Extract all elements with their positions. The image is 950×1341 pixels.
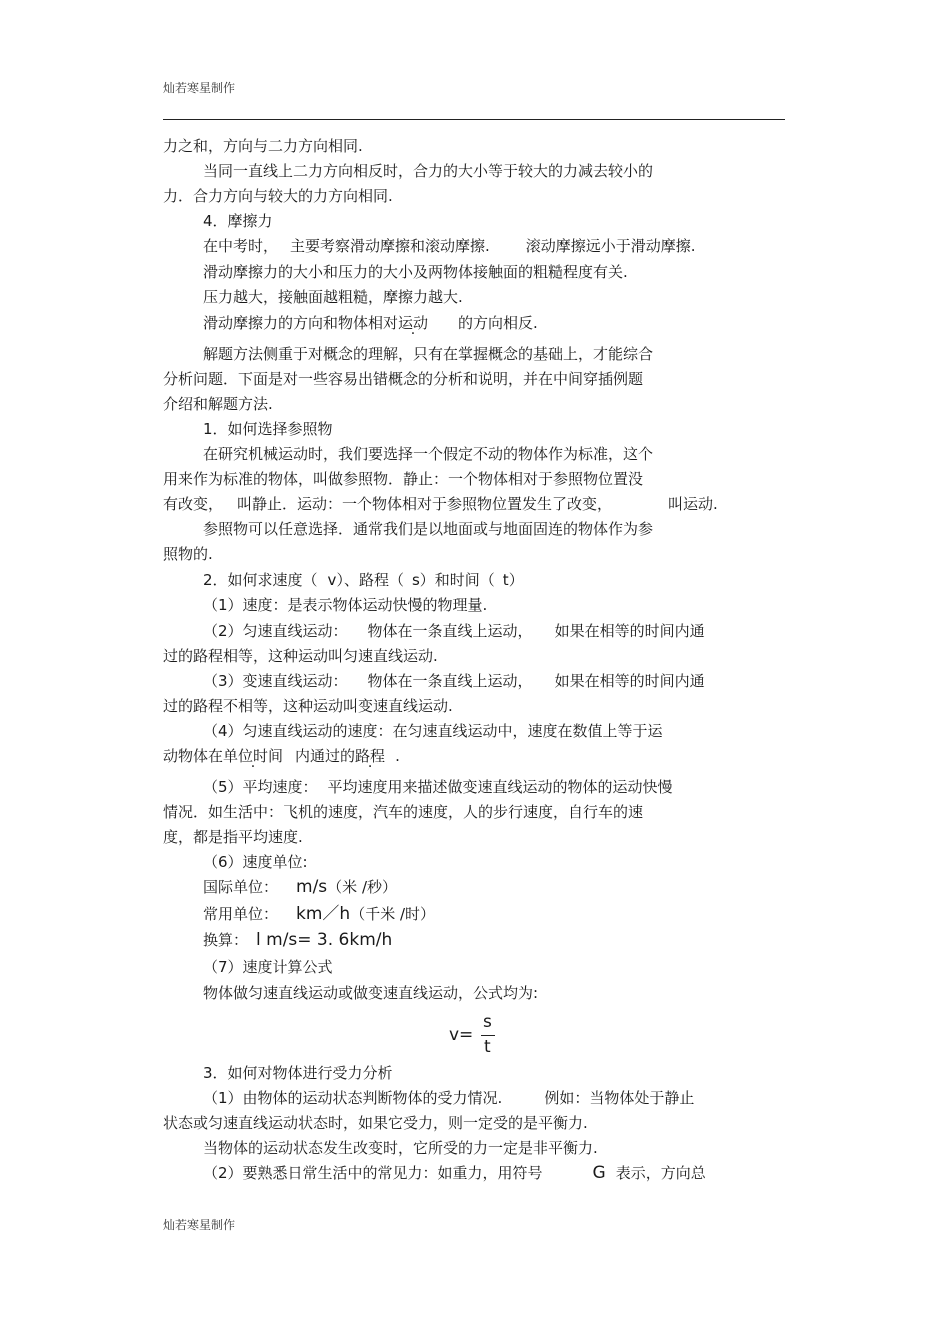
text-segment: 主要考察滑动摩擦和滚动摩擦. <box>290 237 490 255</box>
emphasis-text: 单位时间 <box>223 747 284 765</box>
header-watermark: 灿若寒星制作 <box>163 81 236 95</box>
text-segment: 叫静止．运动：一个物体相对于参照物位置发生了改变， <box>237 495 613 513</box>
text-line <box>203 904 435 924</box>
text-segment: 换算： <box>203 931 249 949</box>
text-line <box>163 494 718 514</box>
text-line: 介绍和解题方法. <box>163 395 273 413</box>
text-line: 当物体的运动状态发生改变时，它所受的力一定是非平衡力. <box>203 1139 598 1157</box>
text-line: 解题方法侧重于对概念的理解，只有在掌握概念的基础上，才能综合 <box>203 345 654 363</box>
text-line: 力之和，方向与二力方向相同. <box>163 137 363 155</box>
text-line: 滑动摩擦力的大小和压力的大小及两物体接触面的粗糙程度有关. <box>203 263 628 281</box>
text-line <box>203 777 673 797</box>
section-heading: 3．如何对物体进行受力分析 <box>203 1064 393 1082</box>
text-segment: 叫运动. <box>668 495 718 513</box>
conversion-text: l m/s= 3. 6km/h <box>256 930 393 950</box>
text-line: 过的路程相等，这种运动叫匀速直线运动. <box>163 647 438 665</box>
text-line: 当同一直线上二力方向相反时，合力的大小等于较大的力减去较小的 <box>203 162 654 180</box>
text-line <box>203 877 397 897</box>
text-segment: 动物体在 <box>163 747 224 765</box>
text-line: 力．合力方向与较大的力方向相同. <box>163 187 393 205</box>
text-segment: 的方向相反. <box>458 314 538 332</box>
section-heading <box>203 570 524 590</box>
text-line: 状态或匀速直线运动状态时，如果它受力，则一定受的是平衡力. <box>163 1114 588 1132</box>
text-segment: 滚动摩擦远小于滑动摩擦. <box>525 237 696 255</box>
text-segment: （2）要熟悉日常生活中的常见力：如重力，用符号 <box>203 1164 543 1182</box>
text-line: 情况．如生活中：飞机的速度，汽车的速度，人的步行速度，自行车的速 <box>163 803 644 821</box>
text-line <box>203 1088 694 1108</box>
text-segment: （2）匀速直线运动： <box>203 622 348 640</box>
text-segment: ） <box>508 571 524 589</box>
text-segment: 滑动摩擦力的方向和物体相对 <box>203 314 399 332</box>
formula-numerator: s <box>483 1012 492 1032</box>
section-heading: 1．如何选择参照物 <box>203 420 333 438</box>
text-segment: （千米 /时） <box>350 905 436 923</box>
text-line <box>203 671 705 691</box>
text-line <box>203 621 705 641</box>
text-line: 度，都是指平均速度. <box>163 828 303 846</box>
text-segment: 例如：当物体处于静止 <box>544 1089 695 1107</box>
text-line: 用来作为标准的物体，叫做参照物．静止：一个物体相对于参照物位置没 <box>163 470 644 488</box>
text-segment: 有改变， <box>163 495 224 513</box>
text-segment: 国际单位： <box>203 878 279 896</box>
formula-denominator: t <box>484 1037 491 1057</box>
text-segment: 内通过的 <box>295 747 356 765</box>
text-segment: ）、路程（ <box>336 571 404 589</box>
text-line: 照物的. <box>163 545 213 563</box>
text-line: （6）速度单位: <box>203 853 308 871</box>
text-segment: 平均速度用来描述做变速直线运动的物体的运动快慢 <box>327 778 673 796</box>
text-line: 压力越大，接触面越粗糙，摩擦力越大. <box>203 288 463 306</box>
text-line: （7）速度计算公式 <box>203 958 333 976</box>
symbol-g: G <box>592 1163 606 1183</box>
text-line <box>203 236 696 256</box>
symbol-v: v <box>327 571 337 589</box>
text-segment: 物体在一条直线上运动， <box>367 622 533 640</box>
text-line: 分析问题．下面是对一些容易出错概念的分析和说明，并在中间穿插例题 <box>163 370 644 388</box>
unit-text: m/s <box>296 877 328 897</box>
formula-lhs: v= <box>449 1025 474 1045</box>
text-line: （4）匀速直线运动的速度：在匀速直线运动中，速度在数值上等于运 <box>203 722 663 740</box>
text-segment: 表示，方向总 <box>615 1164 706 1182</box>
text-segment: （1）由物体的运动状态判断物体的受力情况. <box>203 1089 503 1107</box>
text-segment: 常用单位： <box>203 905 279 923</box>
text-line <box>203 1163 706 1183</box>
fraction-bar <box>481 1035 495 1036</box>
text-line <box>203 930 392 950</box>
text-segment: ）和时间（ <box>419 571 495 589</box>
section-heading: 4．摩擦力 <box>203 212 273 230</box>
text-segment: 2．如何求速度（ <box>203 571 318 589</box>
text-line: 参照物可以任意选择．通常我们是以地面或与地面固连的物体作为参 <box>203 520 654 538</box>
text-line <box>163 746 400 766</box>
text-line: 在研究机械运动时，我们要选择一个假定不动的物体作为标准，这个 <box>203 445 654 463</box>
text-segment: . <box>395 747 400 765</box>
text-line: 过的路程不相等，这种运动叫变速直线运动. <box>163 697 453 715</box>
footer-watermark: 灿若寒星制作 <box>163 1218 236 1232</box>
text-line <box>203 313 538 333</box>
text-segment: 如果在相等的时间内通 <box>554 672 705 690</box>
emphasis-text: 运动 <box>398 314 429 332</box>
header-rule <box>163 119 785 120</box>
unit-text: km／h <box>296 904 351 924</box>
symbol-s: s <box>411 571 420 589</box>
text-segment: 如果在相等的时间内通 <box>554 622 705 640</box>
text-segment: （5）平均速度： <box>203 778 318 796</box>
text-segment: （3）变速直线运动： <box>203 672 348 690</box>
text-segment: （米 /秒） <box>327 878 397 896</box>
text-line: （1）速度：是表示物体运动快慢的物理量. <box>203 596 488 614</box>
symbol-t: t <box>502 571 509 589</box>
emphasis-text: 路程 <box>355 747 386 765</box>
text-line: 物体做匀速直线运动或做变速直线运动，公式均为: <box>203 984 539 1002</box>
text-segment: 在中考时， <box>203 237 279 255</box>
text-segment: 物体在一条直线上运动， <box>367 672 533 690</box>
